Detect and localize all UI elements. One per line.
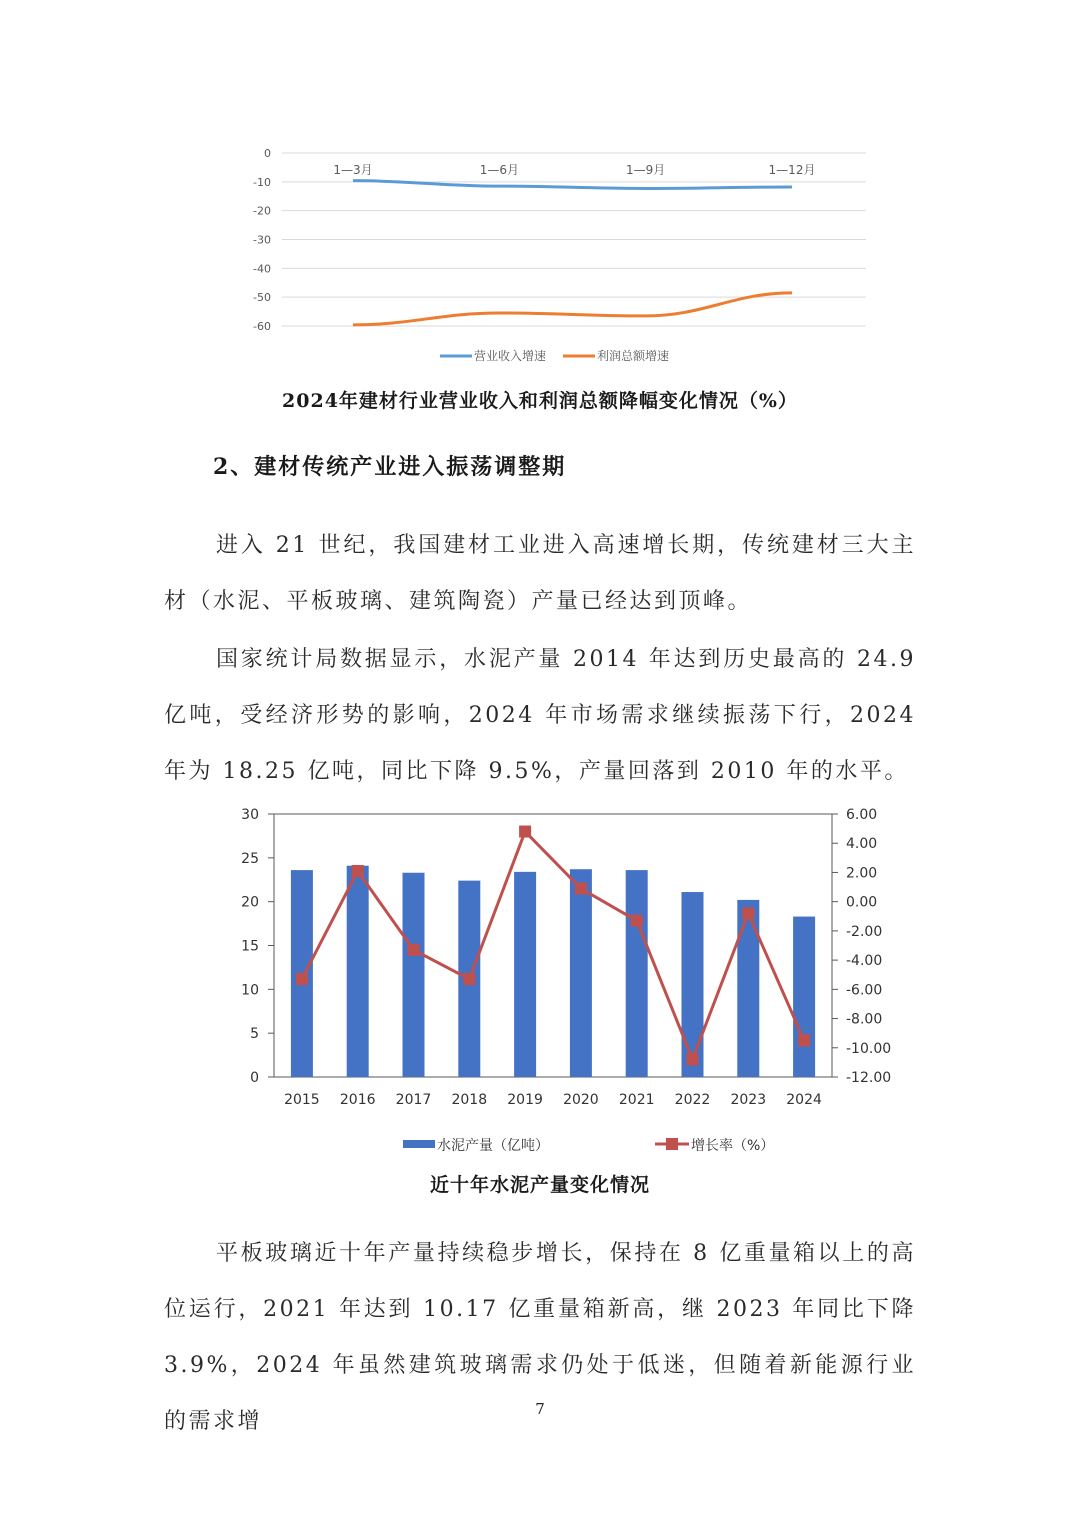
left-tick-label: 15 bbox=[241, 938, 259, 955]
y-tick-label: -50 bbox=[253, 291, 271, 305]
bar-2023 bbox=[737, 900, 759, 1077]
right-tick-label: -10.00 bbox=[846, 1040, 892, 1057]
x-category-label: 2021 bbox=[618, 1092, 655, 1108]
left-tick-label: 25 bbox=[241, 850, 259, 867]
right-tick-label: 4.00 bbox=[846, 836, 878, 853]
x-category-label: 2015 bbox=[284, 1092, 320, 1108]
bar-2019 bbox=[514, 872, 536, 1077]
legend-label-bar: 水泥产量（亿吨） bbox=[437, 1138, 549, 1154]
x-category-label: 2016 bbox=[339, 1092, 376, 1108]
cement-production-combo-chart bbox=[0, 800, 1080, 1170]
paragraph-3: 平板玻璃近十年产量持续稳步增长，保持在 8 亿重量箱以上的高位运行，2021 年达到 10.17 亿重量箱新高，继 2023 年同比下降 3.9%，2024 年虽然建筑玻璃需求仍处于低迷，但随着新能源行业的需求增 bbox=[164, 1241, 916, 1434]
growth-marker-2015 bbox=[296, 973, 308, 985]
x-category-label: 2019 bbox=[507, 1092, 543, 1108]
bar-2021 bbox=[626, 870, 648, 1077]
paragraph-2: 国家统计局数据显示，水泥产量 2014 年达到历史最高的 24.9 亿吨，受经济形势的影响，2024 年市场需求继续振荡下行，2024 年为 18.25 亿吨，同比下降 9.5%，产量回落到 2010 年的水平。 bbox=[164, 647, 916, 784]
right-tick-label: 6.00 bbox=[846, 807, 878, 823]
x-category-label: 2020 bbox=[563, 1092, 599, 1108]
left-tick-label: 5 bbox=[250, 1026, 259, 1043]
growth-rate-line bbox=[302, 832, 804, 1060]
revenue-profit-line-chart bbox=[0, 0, 1080, 380]
legend-swatch-bar bbox=[403, 1140, 435, 1148]
left-tick-label: 0 bbox=[250, 1070, 259, 1086]
growth-marker-2017 bbox=[408, 944, 420, 956]
y-tick-label: -60 bbox=[253, 320, 271, 333]
x-category-label: 1—12月 bbox=[768, 163, 816, 177]
y-tick-label: -40 bbox=[253, 262, 271, 276]
growth-marker-2020 bbox=[575, 883, 587, 895]
x-category-label: 2023 bbox=[730, 1092, 767, 1108]
chart2-caption: 近十年水泥产量变化情况 bbox=[429, 1174, 650, 1196]
bar-2022 bbox=[682, 892, 704, 1077]
y-tick-label: 0 bbox=[264, 147, 271, 160]
y-tick-label: -30 bbox=[253, 233, 271, 247]
section-heading: 2、建材传统产业进入振荡调整期 bbox=[213, 454, 567, 480]
x-category-label: 1—3月 bbox=[333, 163, 373, 177]
growth-marker-2019 bbox=[519, 826, 531, 838]
y-tick-label: -10 bbox=[253, 175, 271, 189]
x-category-label: 1—9月 bbox=[626, 163, 666, 177]
bar-2024 bbox=[793, 917, 815, 1077]
legend-label: 营业收入增速 bbox=[474, 349, 547, 363]
paragraph-1: 进入 21 世纪，我国建材工业进入高速增长期，传统建材三大主材（水泥、平板玻璃、建筑陶瓷）产量已经达到顶峰。 bbox=[164, 533, 916, 614]
right-tick-label: -2.00 bbox=[846, 923, 883, 940]
x-category-label: 2022 bbox=[674, 1092, 711, 1108]
chart1-caption: 2024年建材行业营业收入和利润总额降幅变化情况（%） bbox=[282, 390, 798, 412]
x-category-label: 2018 bbox=[451, 1092, 488, 1108]
x-category-label: 1—6月 bbox=[479, 163, 519, 177]
right-tick-label: -4.00 bbox=[846, 953, 883, 970]
growth-marker-2016 bbox=[352, 865, 364, 877]
right-tick-label: -12.00 bbox=[846, 1070, 892, 1086]
left-tick-label: 10 bbox=[241, 982, 259, 999]
growth-marker-2024 bbox=[798, 1034, 810, 1046]
left-tick-label: 20 bbox=[241, 894, 259, 911]
bar-2020 bbox=[570, 869, 592, 1077]
right-tick-label: -8.00 bbox=[846, 1011, 883, 1028]
page-number: 7 bbox=[535, 1400, 545, 1418]
x-category-label: 2017 bbox=[395, 1092, 432, 1108]
right-tick-label: -6.00 bbox=[846, 982, 883, 999]
legend-label: 利润总额增速 bbox=[597, 349, 670, 363]
left-tick-label: 30 bbox=[241, 807, 259, 823]
growth-marker-2023 bbox=[742, 907, 754, 919]
legend-swatch-marker bbox=[666, 1138, 678, 1150]
bar-2017 bbox=[403, 873, 425, 1077]
legend-label-line: 增长率（%） bbox=[691, 1138, 775, 1154]
bar-2016 bbox=[347, 866, 369, 1077]
growth-marker-2022 bbox=[687, 1053, 699, 1065]
right-tick-label: 2.00 bbox=[846, 865, 878, 882]
growth-marker-2018 bbox=[463, 973, 475, 985]
x-category-label: 2024 bbox=[786, 1092, 822, 1108]
right-tick-label: 0.00 bbox=[846, 894, 878, 911]
y-tick-label: -20 bbox=[253, 204, 271, 218]
growth-marker-2021 bbox=[631, 915, 643, 927]
